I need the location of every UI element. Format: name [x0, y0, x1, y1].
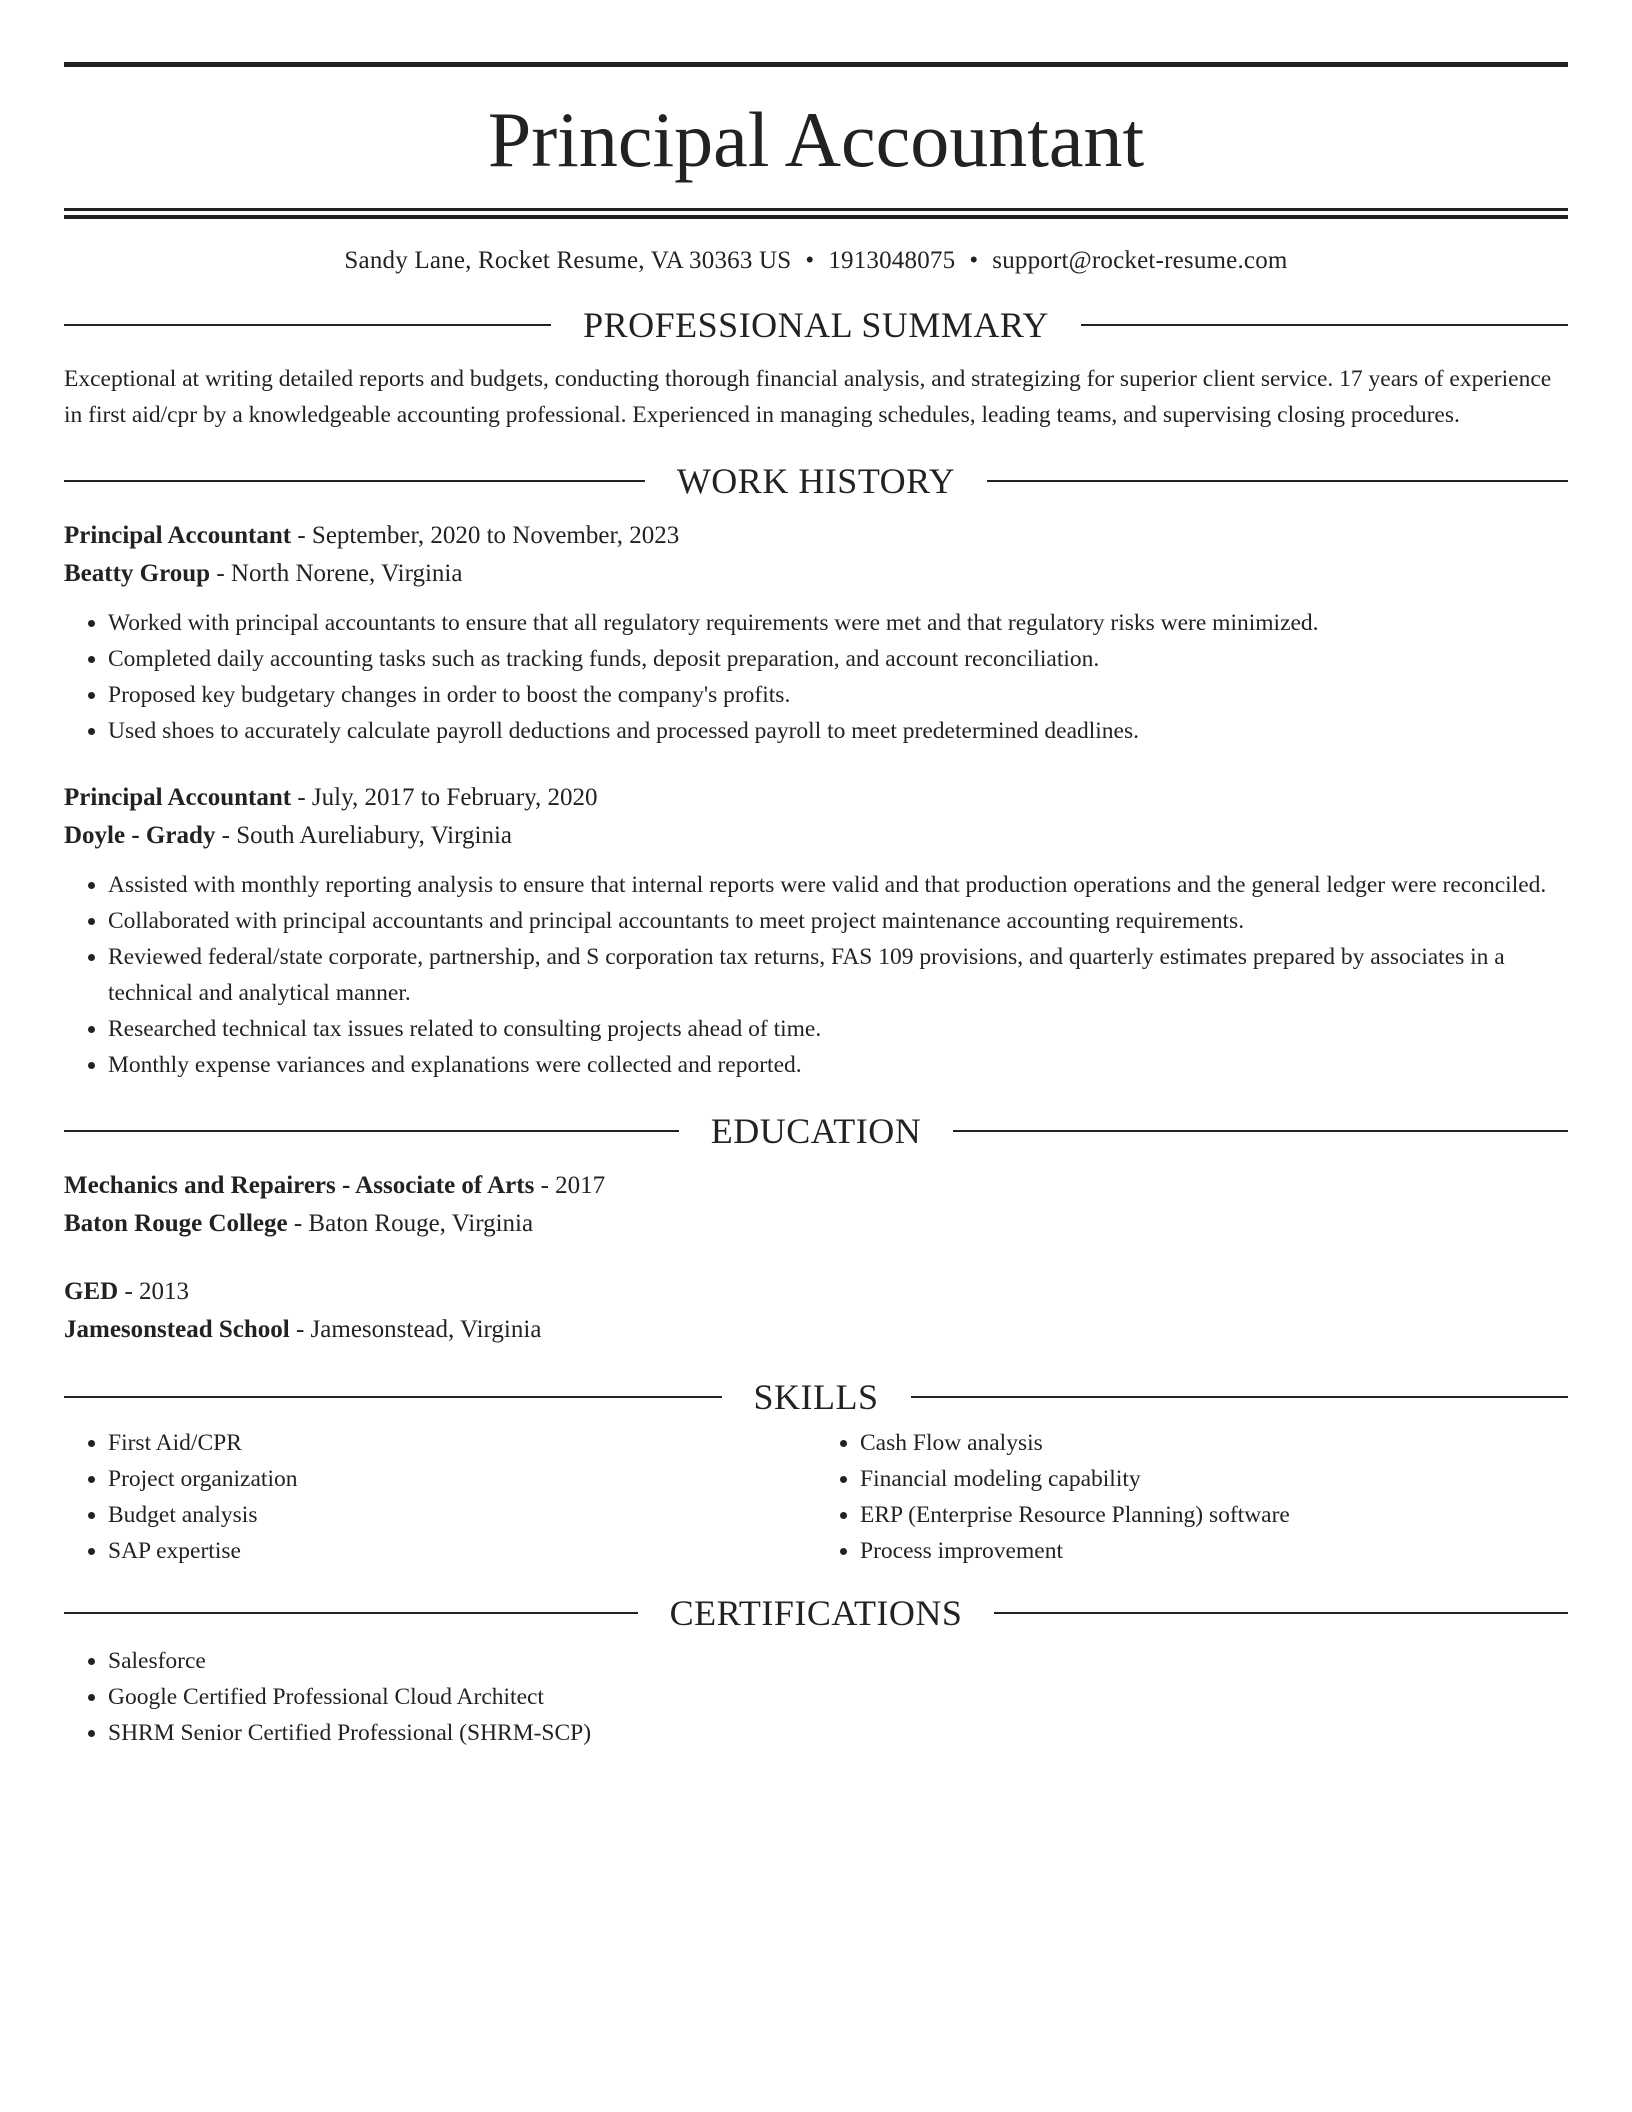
- resume-name: Principal Accountant: [487, 96, 1145, 183]
- section-title: EDUCATION: [710, 1111, 922, 1151]
- top-rule: [64, 62, 1568, 67]
- job-title: Principal Accountant: [64, 522, 292, 549]
- section-title: CERTIFICATIONS: [669, 1593, 963, 1633]
- contact-phone: 1913048075: [828, 247, 956, 274]
- list-item: • First Aid/CPR: [108, 1425, 816, 1461]
- school-location: - Jamesonstead, Virginia: [289, 1316, 542, 1343]
- job-title-line: [64, 517, 1568, 555]
- degree-year: - 2017: [534, 1172, 606, 1199]
- section-title: SKILLS: [753, 1377, 879, 1417]
- job-dates: - July, 2017 to February, 2020: [291, 784, 598, 811]
- contact-separator: •: [805, 247, 815, 274]
- section-header-work: [64, 463, 1568, 499]
- contact-address: Sandy Lane, Rocket Resume, VA 30363 US: [344, 247, 792, 274]
- list-item: • Monthly expense variances and explanations were collected and reported.: [108, 1047, 1568, 1083]
- list-item: • Collaborated with principal accountants and principal accountants to meet project maintenance accounting requirements.: [108, 903, 1568, 939]
- list-item: • SHRM Senior Certified Professional (SHRM-SCP): [108, 1715, 1568, 1751]
- section-header-certifications: [64, 1595, 1568, 1631]
- list-item: • Salesforce: [108, 1643, 1568, 1679]
- school-line: [64, 1205, 1568, 1243]
- list-item: • Researched technical tax issues related to consulting projects ahead of time.: [108, 1011, 1568, 1047]
- education-entry: [64, 1167, 1568, 1243]
- job-bullets: [64, 867, 1568, 1083]
- company-line: [64, 817, 1568, 855]
- section-rule: [953, 1130, 1568, 1132]
- certifications-list: [64, 1643, 1568, 1751]
- skills-columns: [64, 1425, 1568, 1569]
- list-item: • Proposed key budgetary changes in order to boost the company's profits.: [108, 677, 1568, 713]
- contact-separator: •: [969, 247, 979, 274]
- list-item: • Cash Flow analysis: [860, 1425, 1568, 1461]
- company-location: - North Norene, Virginia: [210, 560, 463, 587]
- section-title: PROFESSIONAL SUMMARY: [583, 305, 1049, 345]
- section-rule: [64, 324, 551, 326]
- skills-list-left: [64, 1425, 816, 1569]
- section-header-skills: [64, 1379, 1568, 1415]
- list-item: • Worked with principal accountants to ensure that all regulatory requirements were met and that regulatory risks were minimized.: [108, 605, 1568, 641]
- list-item: • Completed daily accounting tasks such as tracking funds, deposit preparation, and account reconciliation.: [108, 641, 1568, 677]
- contact-email: support@rocket-resume.com: [992, 247, 1288, 274]
- degree-line: [64, 1273, 1568, 1311]
- company-line: [64, 555, 1568, 593]
- section-rule: [64, 1130, 679, 1132]
- list-item: • ERP (Enterprise Resource Planning) software: [860, 1497, 1568, 1533]
- degree-name: GED: [64, 1278, 119, 1305]
- section-header-summary: [64, 307, 1568, 343]
- section-rule: [64, 1612, 638, 1614]
- list-item: • Financial modeling capability: [860, 1461, 1568, 1497]
- degree-name: Mechanics and Repairers - Associate of Arts: [64, 1172, 535, 1199]
- job-title-line: [64, 779, 1568, 817]
- section-rule: [987, 480, 1568, 482]
- school-line: [64, 1311, 1568, 1349]
- list-item: • Google Certified Professional Cloud Architect: [108, 1679, 1568, 1715]
- section-rule: [1081, 324, 1568, 326]
- list-item: • SAP expertise: [108, 1533, 816, 1569]
- school-name: Jamesonstead School: [64, 1316, 290, 1343]
- school-location: - Baton Rouge, Virginia: [287, 1210, 534, 1237]
- list-item: • Process improvement: [860, 1533, 1568, 1569]
- company-name: Beatty Group: [64, 560, 211, 587]
- degree-year: - 2013: [118, 1278, 190, 1305]
- section-title: WORK HISTORY: [676, 461, 956, 501]
- section-rule: [64, 1396, 722, 1398]
- list-item: • Budget analysis: [108, 1497, 816, 1533]
- company-name: Doyle - Grady: [64, 822, 216, 849]
- list-item: • Project organization: [108, 1461, 816, 1497]
- contact-line: [64, 248, 1568, 273]
- job-dates: - September, 2020 to November, 2023: [291, 522, 680, 549]
- company-location: - South Aureliabury, Virginia: [215, 822, 512, 849]
- summary-text: Exceptional at writing detailed reports and budgets, conducting thorough financial analysis, and strategizing for superior client service. 17 years of experience in first aid/cpr by a knowledgeable accounting professional. Experienced in managing schedules, leading teams, and supervising closing procedures.: [64, 366, 1552, 428]
- job-bullets: [64, 605, 1568, 749]
- education-entry: [64, 1273, 1568, 1349]
- header-double-rule: [64, 208, 1568, 219]
- section-rule: [994, 1612, 1568, 1614]
- work-entry: [64, 517, 1568, 749]
- list-item: • Reviewed federal/state corporate, partnership, and S corporation tax returns, FAS 109 provisions, and quarterly estimates prepared by associates in a technical and analytical manner.: [108, 939, 1568, 1011]
- list-item: • Assisted with monthly reporting analysis to ensure that internal reports were valid and that production operations and the general ledger were reconciled.: [108, 867, 1568, 903]
- list-item: • Used shoes to accurately calculate payroll deductions and processed payroll to meet predetermined deadlines.: [108, 713, 1568, 749]
- section-rule: [911, 1396, 1569, 1398]
- work-entry: [64, 779, 1568, 1083]
- job-title: Principal Accountant: [64, 784, 292, 811]
- section-header-education: [64, 1113, 1568, 1149]
- section-rule: [64, 480, 645, 482]
- skills-list-right: [816, 1425, 1568, 1569]
- degree-line: [64, 1167, 1568, 1205]
- school-name: Baton Rouge College: [64, 1210, 288, 1237]
